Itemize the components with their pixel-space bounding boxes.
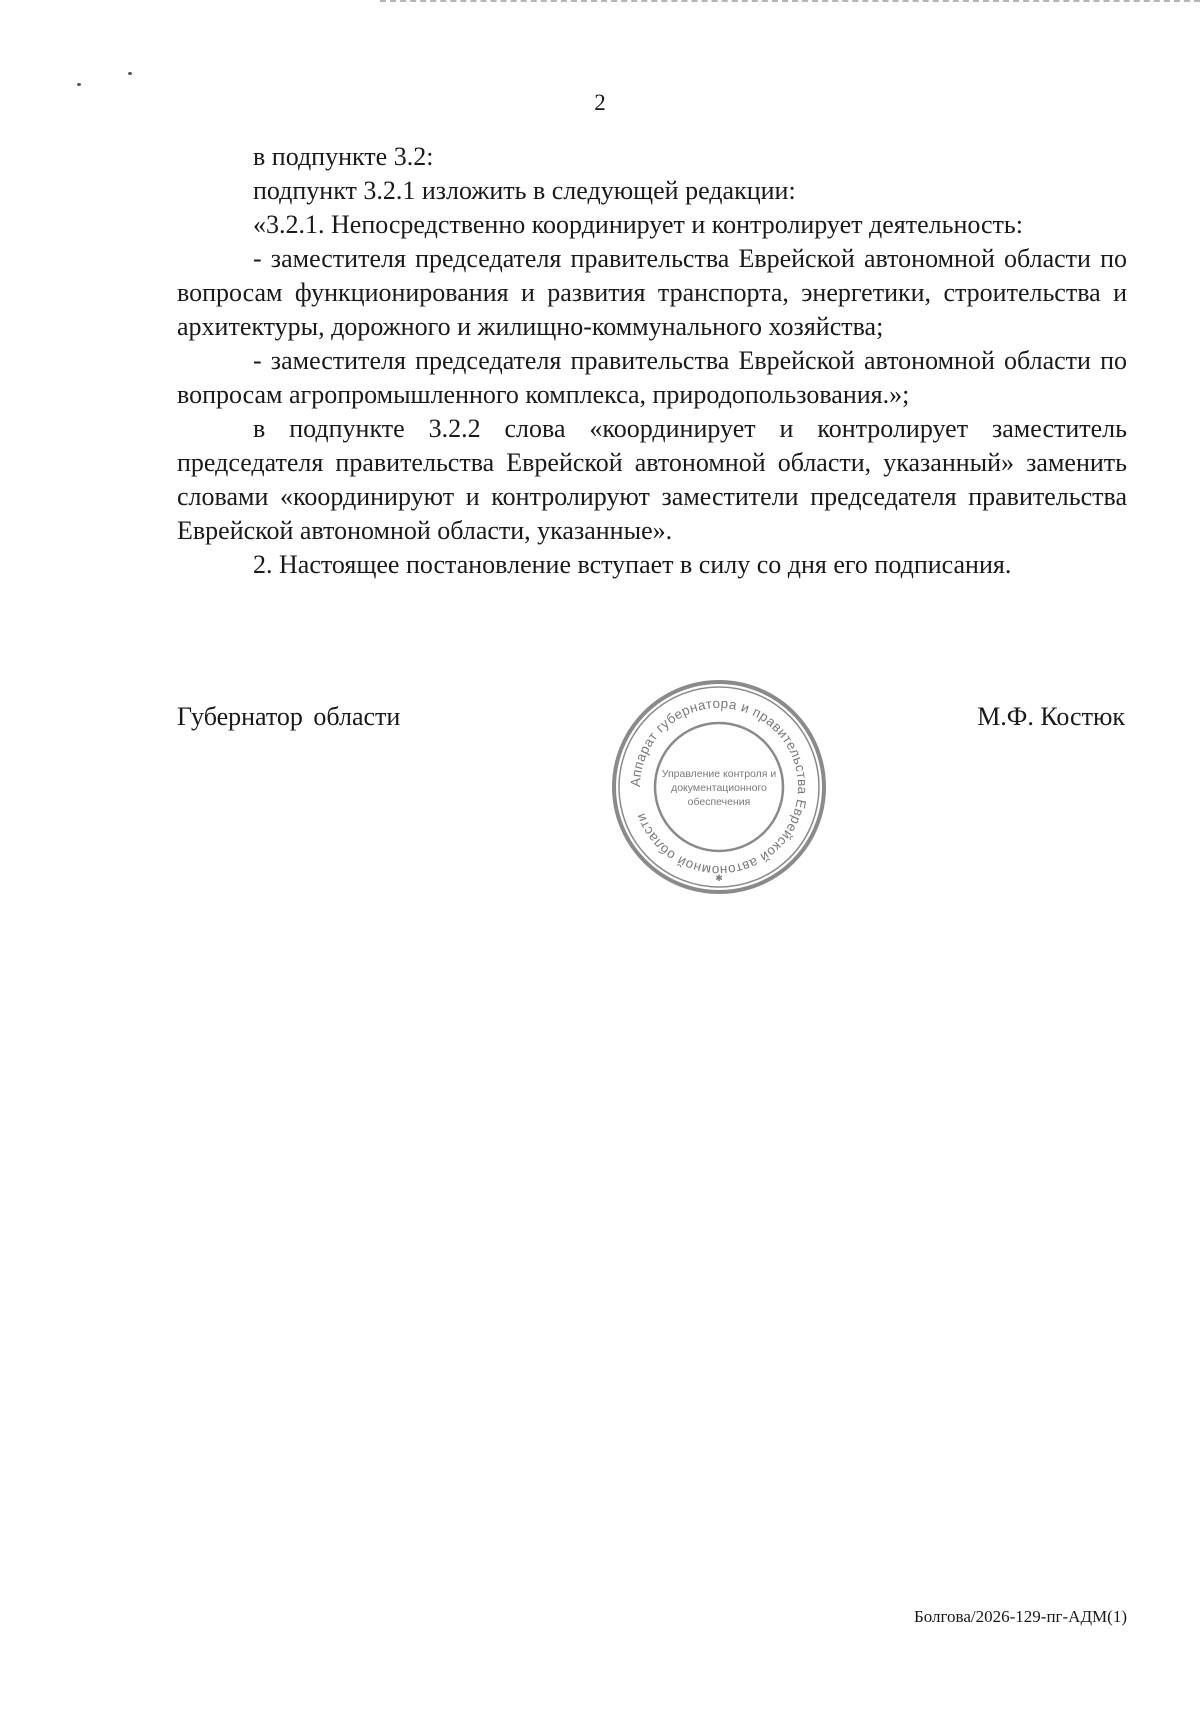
scan-edge-mark <box>380 0 1200 5</box>
page-number: 2 <box>594 90 606 115</box>
paragraph: подпункт 3.2.1 изложить в следующей редакции: <box>253 176 796 205</box>
stamp-ring-textpath: Аппарат губернатора и правительства Еврейской автономной области <box>627 695 811 879</box>
paragraph: в подпункте 3.2.2 слова «координирует и контролирует заместитель председателя правительства Еврейской автономной области, указанный» заменить словами «координируют и контролируют заместители председателя правительства Еврейской автономной области, указанные». <box>177 414 1127 545</box>
stamp-center-line: обеспечения <box>687 796 751 808</box>
document-body <box>177 140 1127 582</box>
paragraph: 2. Настоящее постановление вступает в силу со дня его подписания. <box>253 550 1012 579</box>
document-reference: Болгова/2026-129-пг-АДМ(1) <box>913 1607 1127 1626</box>
stamp-center-line: документационного <box>671 782 767 794</box>
stamp-star-icon: ✱ <box>715 874 723 884</box>
paragraph: - заместителя председателя правительства Еврейской автономной области по вопросам агропромышленного комплекса, природопользования.»; <box>177 346 1127 409</box>
stamp-center-line: Управление контроля и <box>661 768 777 780</box>
paragraph: в подпункте 3.2: <box>253 142 434 171</box>
scan-speck <box>77 83 81 86</box>
paragraph: «3.2.1. Непосредственно координирует и контролирует деятельность: <box>253 210 1023 239</box>
paragraph: - заместителя председателя правительства Еврейской автономной области по вопросам функционирования и развития транспорта, энергетики, строительства и архитектуры, дорожного и жилищно-коммунального хозяйства; <box>177 244 1127 341</box>
official-stamp <box>608 676 830 898</box>
signatory-title: Губернатор области <box>177 702 401 731</box>
signatory-name: М.Ф. Костюк <box>977 702 1125 731</box>
scan-speck <box>128 72 132 75</box>
